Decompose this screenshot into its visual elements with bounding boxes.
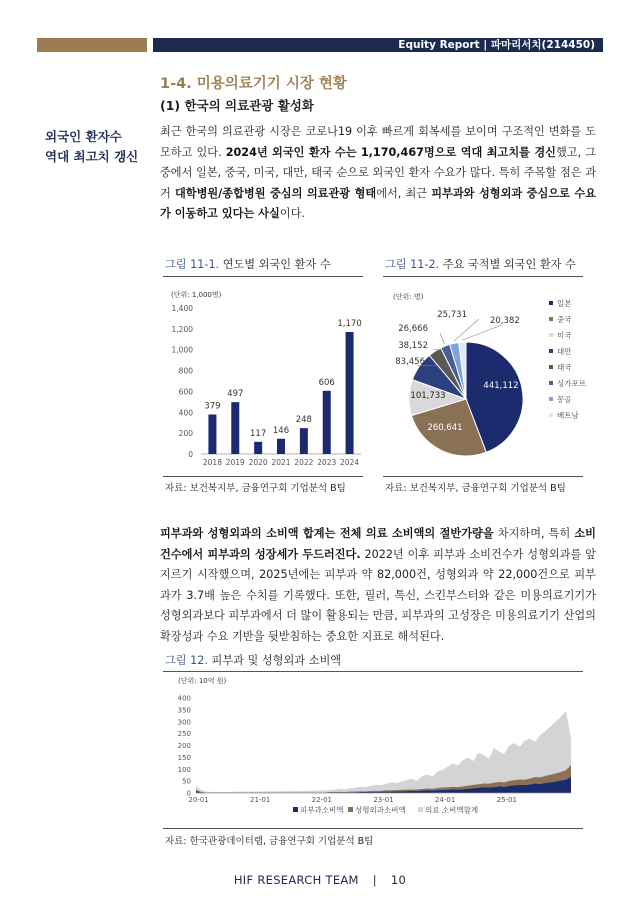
bar-value-label: 606 bbox=[318, 377, 335, 388]
figure-number: 그림 11-1. bbox=[165, 258, 220, 271]
figure-11-2-source: 자료: 보건복지부, 금융연구회 기업분석 B팀 bbox=[385, 483, 566, 494]
legend-label: 대만 bbox=[557, 347, 572, 356]
chart-unit-label: (단위: 1,000명) bbox=[171, 291, 222, 299]
legend-label: 몽골 bbox=[557, 395, 572, 404]
bar-value-label: 379 bbox=[204, 401, 221, 412]
text-span: 이다. bbox=[279, 207, 305, 220]
x-tick-label: 2018 bbox=[202, 458, 222, 467]
legend-label: 베트남 bbox=[557, 411, 579, 420]
legend-label: 일본 bbox=[557, 299, 572, 308]
y-tick-label: 200 bbox=[177, 742, 191, 750]
bar bbox=[231, 402, 239, 454]
chart-unit-label: (단위: 명) bbox=[393, 293, 424, 301]
x-tick-label: 23-01 bbox=[373, 796, 394, 804]
slice-value-label: 260,641 bbox=[427, 423, 463, 433]
area-chart-consumption bbox=[163, 674, 583, 824]
bold-span: 소비건수에서 피부과의 성장세가 두드러진다. bbox=[160, 527, 596, 561]
y-tick-label: 100 bbox=[177, 765, 191, 774]
text-span: 에서, 최근 bbox=[376, 186, 432, 200]
legend-label: 중국 bbox=[557, 315, 572, 324]
y-tick-label: 1,400 bbox=[171, 304, 193, 313]
x-tick-label: 20-01 bbox=[188, 796, 209, 804]
legend-swatch bbox=[293, 807, 298, 812]
figure-number: 그림 12. bbox=[165, 654, 208, 667]
figure-11-2-title bbox=[385, 256, 576, 272]
x-tick-label: 2020 bbox=[248, 458, 268, 467]
legend-label: 태국 bbox=[557, 363, 572, 372]
bold-span: 피부과와 성형외과 중심으로 수요가 이동하고 있다는 사실 bbox=[160, 186, 596, 220]
x-tick-label: 25-01 bbox=[496, 796, 517, 804]
text-span: 차지하며, 특히 bbox=[493, 527, 575, 540]
figure-12-title bbox=[165, 652, 341, 668]
y-tick-label: 400 bbox=[178, 408, 193, 418]
y-tick-label: 350 bbox=[177, 706, 191, 715]
slice-value-label: 20,382 bbox=[490, 316, 520, 326]
divider bbox=[383, 276, 583, 277]
footer-team: HIF RESEARCH TEAM bbox=[233, 873, 359, 887]
side-label-line1: 외국인 환자수 bbox=[45, 129, 122, 144]
legend-swatch bbox=[549, 365, 553, 369]
leader-line bbox=[462, 325, 502, 340]
pie-chart-nationality bbox=[383, 284, 588, 474]
paragraph-1 bbox=[160, 122, 596, 225]
y-tick-label: 200 bbox=[178, 429, 193, 439]
divider bbox=[163, 476, 363, 477]
legend-swatch bbox=[549, 333, 553, 337]
slice-value-label: 441,112 bbox=[483, 381, 519, 391]
slice-value-label: 26,666 bbox=[398, 324, 428, 334]
figure-title-text: 피부과 및 성형외과 소비액 bbox=[211, 654, 342, 667]
section-title: 1-4. 미용의료기기 시장 현황 bbox=[160, 76, 347, 92]
chart-unit-label: (단위: 10억 원) bbox=[178, 677, 227, 685]
footer-separator: | bbox=[372, 873, 377, 887]
figure-number: 그림 11-2. bbox=[385, 258, 440, 271]
figure-title-text: 연도별 외국인 환자 수 bbox=[222, 258, 331, 271]
legend-label: 싱가포르 bbox=[557, 379, 586, 388]
bar bbox=[208, 414, 216, 454]
slice-value-label: 38,152 bbox=[398, 341, 428, 351]
divider bbox=[163, 671, 583, 672]
section-subtitle: (1) 한국의 의료관광 활성화 bbox=[160, 98, 314, 113]
text-span: 했고, 그 중에서 일본, 중국, 미국, 대만, 태국 순으로 외국인 환자 수요가 많다. 특히 주목할 점은 과거 bbox=[160, 145, 596, 200]
text-span: 최근 한국의 의료관광 시장은 코로나19 이후 빠르게 회복세를 보이며 구조적인 변화를 도모하고 있다. bbox=[160, 125, 596, 159]
side-label-line2: 역대 최고치 갱신 bbox=[45, 149, 139, 164]
y-tick-label: 1,000 bbox=[171, 345, 193, 355]
slice-value-label: 101,733 bbox=[410, 391, 446, 401]
bar bbox=[323, 391, 331, 454]
footer bbox=[0, 873, 640, 887]
x-tick-label: 2022 bbox=[294, 458, 314, 467]
x-tick-label: 2024 bbox=[340, 458, 360, 467]
x-tick-label: 22-01 bbox=[311, 796, 333, 804]
header-title: Equity Report | 파마리서치(214450) bbox=[398, 39, 595, 51]
x-tick-label: 21-01 bbox=[250, 796, 271, 804]
slice-value-label: 83,456 bbox=[395, 357, 425, 367]
x-tick-label: 2023 bbox=[317, 458, 337, 467]
legend-label: 성형외과소비액 bbox=[355, 805, 406, 815]
y-tick-label: 0 bbox=[186, 789, 191, 798]
figure-11-1-title bbox=[165, 256, 331, 272]
bold-span: 대학병원/종합병원 중심의 의료관광 형태 bbox=[174, 186, 377, 200]
bold-span: 피부과와 성형외과의 소비액 합계는 전체 의료 소비액의 절반가량을 bbox=[160, 527, 494, 540]
legend-swatch bbox=[549, 381, 553, 385]
bar bbox=[254, 442, 262, 454]
y-tick-label: 50 bbox=[182, 777, 191, 786]
leader-line bbox=[454, 319, 479, 341]
legend-swatch bbox=[348, 807, 353, 812]
page-number: 10 bbox=[390, 873, 407, 887]
divider bbox=[163, 828, 583, 829]
figure-12-source: 자료: 한국관광데이터랩, 금융연구회 기업분석 B팀 bbox=[165, 836, 374, 847]
text-span: 2022년 이후 피부과 소비건수가 성형외과를 앞지르기 시작했으며, 2025년에는 피부과 약 82,000건, 성형외과 약 22,000건으로 피부과가 3.7배 높은 수치를 기록했다. 또한, 필러, 톡신, 스킨부스터와 같은 미용의료기기가 성형외과보다 피부과에서 더 많이 활용되는 만큼, 피부과의 고성장은 미용의료기기 산업의 확장성과 수요 기반을 뒷받침하는 중요한 지표로 해석된다. bbox=[160, 547, 596, 643]
y-tick-label: 1,200 bbox=[171, 324, 193, 334]
y-tick-label: 800 bbox=[178, 366, 193, 376]
x-tick-label: 2021 bbox=[271, 458, 291, 467]
legend-swatch bbox=[549, 413, 553, 417]
y-tick-label: 600 bbox=[178, 387, 193, 397]
leader-line bbox=[440, 333, 444, 344]
x-tick-label: 2019 bbox=[225, 458, 245, 467]
legend-swatch bbox=[549, 397, 553, 401]
figure-title-text: 주요 국적별 외국인 환자 수 bbox=[442, 258, 576, 271]
bar-value-label: 497 bbox=[227, 389, 244, 400]
legend-label: 피부과소비액 bbox=[300, 805, 344, 815]
legend-label: 미국 bbox=[557, 331, 572, 340]
bar bbox=[300, 428, 308, 454]
y-tick-label: 150 bbox=[177, 753, 191, 762]
bar bbox=[277, 439, 285, 454]
y-tick-label: 400 bbox=[177, 694, 191, 703]
legend-swatch bbox=[549, 301, 553, 305]
y-tick-label: 0 bbox=[188, 450, 193, 459]
bar-value-label: 1,170 bbox=[337, 318, 362, 329]
bold-span: 2024년 외국인 환자 수는 1,170,467명으로 역대 최고치를 경신 bbox=[225, 145, 556, 159]
bar-value-label: 146 bbox=[272, 425, 290, 436]
bar-value-label: 117 bbox=[250, 428, 267, 439]
bar bbox=[346, 332, 354, 454]
bar-value-label: 248 bbox=[295, 415, 312, 426]
y-tick-label: 300 bbox=[177, 718, 191, 727]
legend-swatch bbox=[549, 349, 553, 353]
x-tick-label: 24-01 bbox=[434, 796, 456, 804]
legend-label: 의료 소비액합계 bbox=[425, 805, 479, 815]
y-tick-label: 250 bbox=[177, 730, 191, 739]
slice-value-label: 25,731 bbox=[437, 310, 467, 320]
header-accent-bar bbox=[37, 38, 147, 52]
legend-swatch bbox=[549, 317, 553, 321]
divider bbox=[383, 476, 583, 477]
paragraph-2 bbox=[160, 524, 596, 647]
legend-swatch bbox=[418, 807, 423, 812]
bar-chart-foreign-patients bbox=[163, 284, 368, 474]
figure-11-1-source: 자료: 보건복지부, 금융연구회 기업분석 B팀 bbox=[165, 483, 346, 494]
divider bbox=[163, 276, 363, 277]
